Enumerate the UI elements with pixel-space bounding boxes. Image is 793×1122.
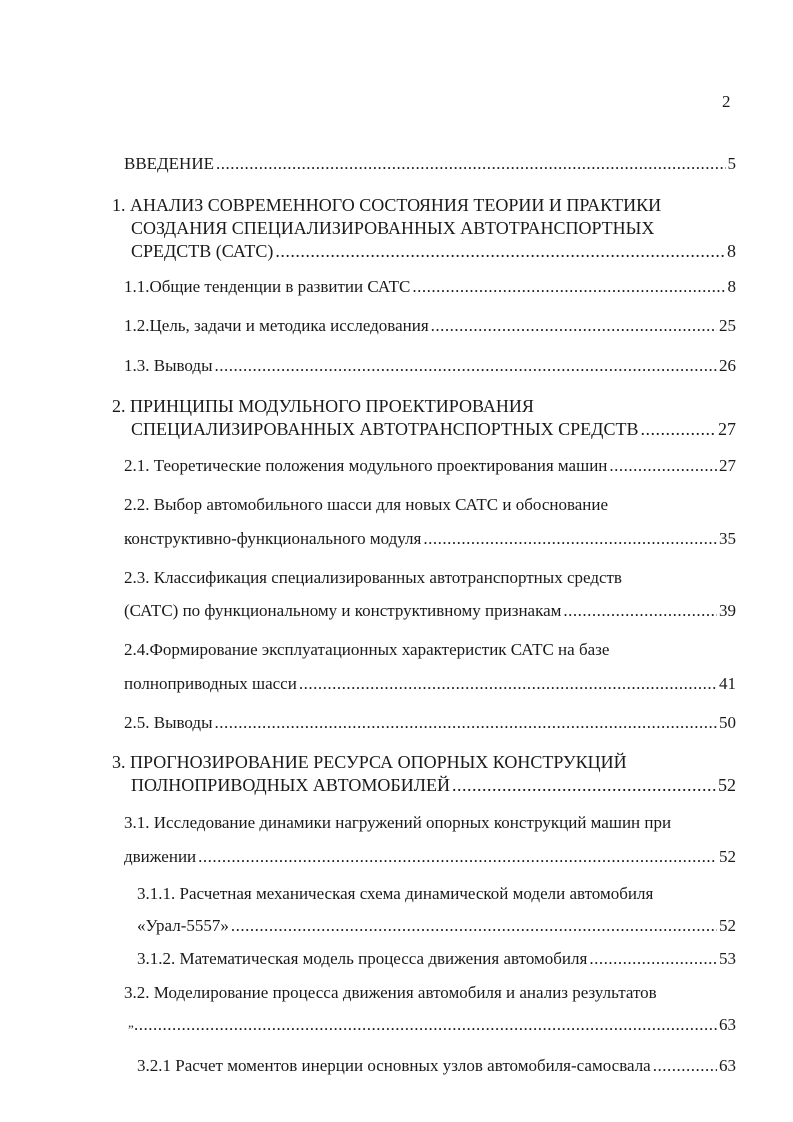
- toc-section-title: 1.3. Выводы: [124, 356, 213, 375]
- toc-section-3-2[interactable]: [134, 1016, 736, 1033]
- toc-section-page: 27: [719, 456, 736, 475]
- toc-section-2-4-line1[interactable]: 2.4.Формирование эксплуатационных характеристик САТС на базе: [124, 640, 610, 659]
- page-number: 2: [722, 92, 731, 111]
- toc-section-3-1-1-line1[interactable]: 3.1.1. Расчетная механическая схема динамической модели автомобиля: [137, 884, 654, 903]
- toc-section-page: 50: [719, 713, 736, 732]
- toc-ch3-page: 52: [718, 775, 736, 795]
- toc-section-title: полноприводных шасси: [124, 674, 297, 693]
- toc-leader: [412, 278, 725, 295]
- toc-section-1-1[interactable]: [124, 278, 736, 295]
- toc-ch1[interactable]: [131, 242, 736, 260]
- toc-section-page: 25: [719, 316, 736, 335]
- toc-section-page: 52: [719, 916, 736, 935]
- toc-section-3-2-line1[interactable]: 3.2. Моделирование процесса движения автомобиля и анализ результатов: [124, 983, 657, 1002]
- toc-section-page: 63: [719, 1015, 736, 1034]
- toc-section-page: 63: [719, 1056, 736, 1075]
- toc-leader: [231, 917, 717, 934]
- toc-ch1-line3: СРЕДСТВ (САТС): [131, 241, 274, 261]
- toc-section-title: 3.1.2. Математическая модель процесса движения автомобиля: [137, 949, 588, 968]
- toc-section-title: «Урал-5557»: [137, 916, 229, 935]
- toc-section-page: 8: [727, 277, 736, 296]
- toc-leader: [134, 1016, 717, 1033]
- toc-intro[interactable]: [124, 155, 736, 172]
- toc-section-3-1-2[interactable]: [137, 950, 736, 967]
- toc-section-title: 2.1. Теоретические положения модульного проектирования машин: [124, 456, 608, 475]
- toc-ch1-page: 8: [727, 241, 736, 261]
- toc-leader: [198, 848, 717, 865]
- stray-mark: „: [128, 1015, 134, 1030]
- toc-ch2[interactable]: [131, 420, 736, 438]
- toc-leader: [653, 1057, 717, 1074]
- toc-section-title: движении: [124, 847, 197, 866]
- toc-section-page: 35: [719, 529, 736, 548]
- toc-ch3-line2: ПОЛНОПРИВОДНЫХ АВТОМОБИЛЕЙ: [131, 775, 450, 795]
- toc-section-title: (САТС) по функциональному и конструктивному признакам: [124, 601, 562, 620]
- toc-section-title: 1.1.Общие тенденции в развитии САТС: [124, 277, 411, 296]
- toc-leader: [215, 714, 717, 731]
- toc-section-page: 53: [719, 949, 736, 968]
- toc-section-title: 1.2.Цель, задачи и методика исследования: [124, 316, 429, 335]
- toc-section-page: 39: [719, 601, 736, 620]
- toc-intro-page: 5: [727, 154, 736, 173]
- toc-section-title: конструктивно-функционального модуля: [124, 529, 422, 548]
- toc-section-3-2-1[interactable]: [137, 1057, 736, 1074]
- toc-section-2-3[interactable]: [124, 602, 736, 619]
- toc-ch2-page: 27: [718, 419, 736, 439]
- toc-section-3-1-line1[interactable]: 3.1. Исследование динамики нагружений опорных конструкций машин при: [124, 813, 672, 832]
- toc-leader: [609, 457, 717, 474]
- toc-ch2-line1[interactable]: 2. ПРИНЦИПЫ МОДУЛЬНОГО ПРОЕКТИРОВАНИЯ: [112, 396, 534, 416]
- toc-ch2-line2: СПЕЦИАЛИЗИРОВАННЫХ АВТОТРАНСПОРТНЫХ СРЕДСТВ: [131, 419, 639, 439]
- toc-leader: [452, 776, 716, 794]
- toc-section-1-2[interactable]: [124, 317, 736, 334]
- toc-leader: [589, 950, 717, 967]
- toc-ch3-line1[interactable]: 3. ПРОГНОЗИРОВАНИЕ РЕСУРСА ОПОРНЫХ КОНСТРУКЦИЙ: [112, 752, 627, 772]
- toc-section-3-1-1[interactable]: [137, 917, 736, 934]
- toc-section-2-1[interactable]: [124, 457, 736, 474]
- toc-section-title: 2.5. Выводы: [124, 713, 213, 732]
- toc-section-2-4[interactable]: [124, 675, 736, 692]
- toc-section-2-2-line1[interactable]: 2.2. Выбор автомобильного шасси для новых САТС и обоснование: [124, 495, 609, 514]
- toc-section-page: 26: [719, 356, 736, 375]
- toc-section-2-3-line1[interactable]: 2.3. Классификация специализированных автотранспортных средств: [124, 568, 622, 587]
- toc-section-title: 3.2.1 Расчет моментов инерции основных узлов автомобиля-самосвала: [137, 1056, 651, 1075]
- toc-leader: [423, 530, 717, 547]
- toc-leader: [215, 357, 717, 374]
- toc-ch1-line2[interactable]: СОЗДАНИЯ СПЕЦИАЛИЗИРОВАННЫХ АВТОТРАНСПОРТНЫХ: [131, 218, 655, 238]
- toc-leader: [299, 675, 717, 692]
- toc-leader: [563, 602, 717, 619]
- toc-leader: [216, 155, 726, 172]
- toc-section-page: 41: [719, 674, 736, 693]
- toc-ch1-line1[interactable]: 1. АНАЛИЗ СОВРЕМЕННОГО СОСТОЯНИЯ ТЕОРИИ И ПРАКТИКИ: [112, 195, 662, 215]
- toc-ch3[interactable]: [131, 776, 736, 794]
- toc-section-2-5[interactable]: [124, 714, 736, 731]
- toc-leader: [275, 242, 725, 260]
- toc-section-2-2[interactable]: [124, 530, 736, 547]
- toc-section-page: 52: [719, 847, 736, 866]
- toc-leader: [640, 420, 716, 438]
- toc-section-3-1[interactable]: [124, 848, 736, 865]
- toc-leader: [431, 317, 717, 334]
- toc-section-1-3[interactable]: [124, 357, 736, 374]
- toc-intro-title: ВВЕДЕНИЕ: [124, 154, 214, 173]
